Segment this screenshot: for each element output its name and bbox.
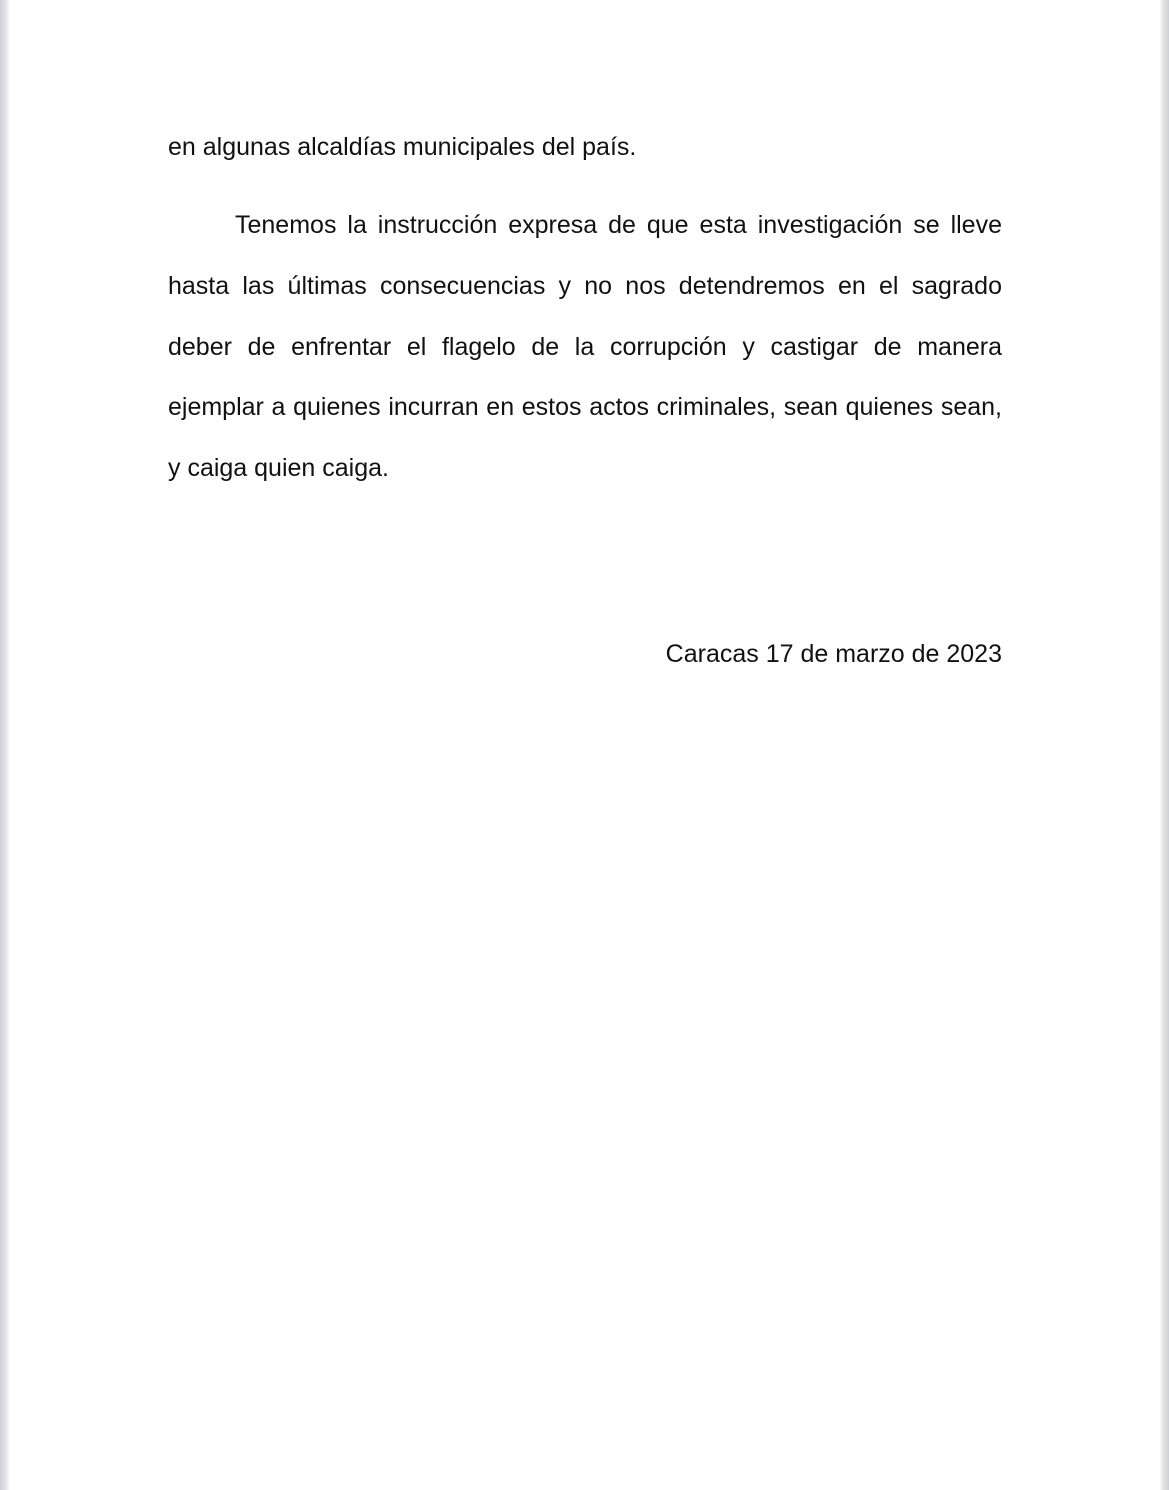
document-page	[10, 0, 1159, 1490]
body-paragraph: Tenemos la instrucción expresa de que esta investigación se lleve hasta las últimas consecuencias y no nos detendremos en el sagrado deber de enfrentar el flagelo de la corrupción y castigar de manera ejemplar a quienes incurran en estos actos criminales, sean quienes sean, y caiga quien caiga.	[168, 211, 1002, 482]
place-date-line: Caracas 17 de marzo de 2023	[665, 640, 1002, 668]
continuation-line: en algunas alcaldías municipales del país.	[168, 133, 637, 161]
